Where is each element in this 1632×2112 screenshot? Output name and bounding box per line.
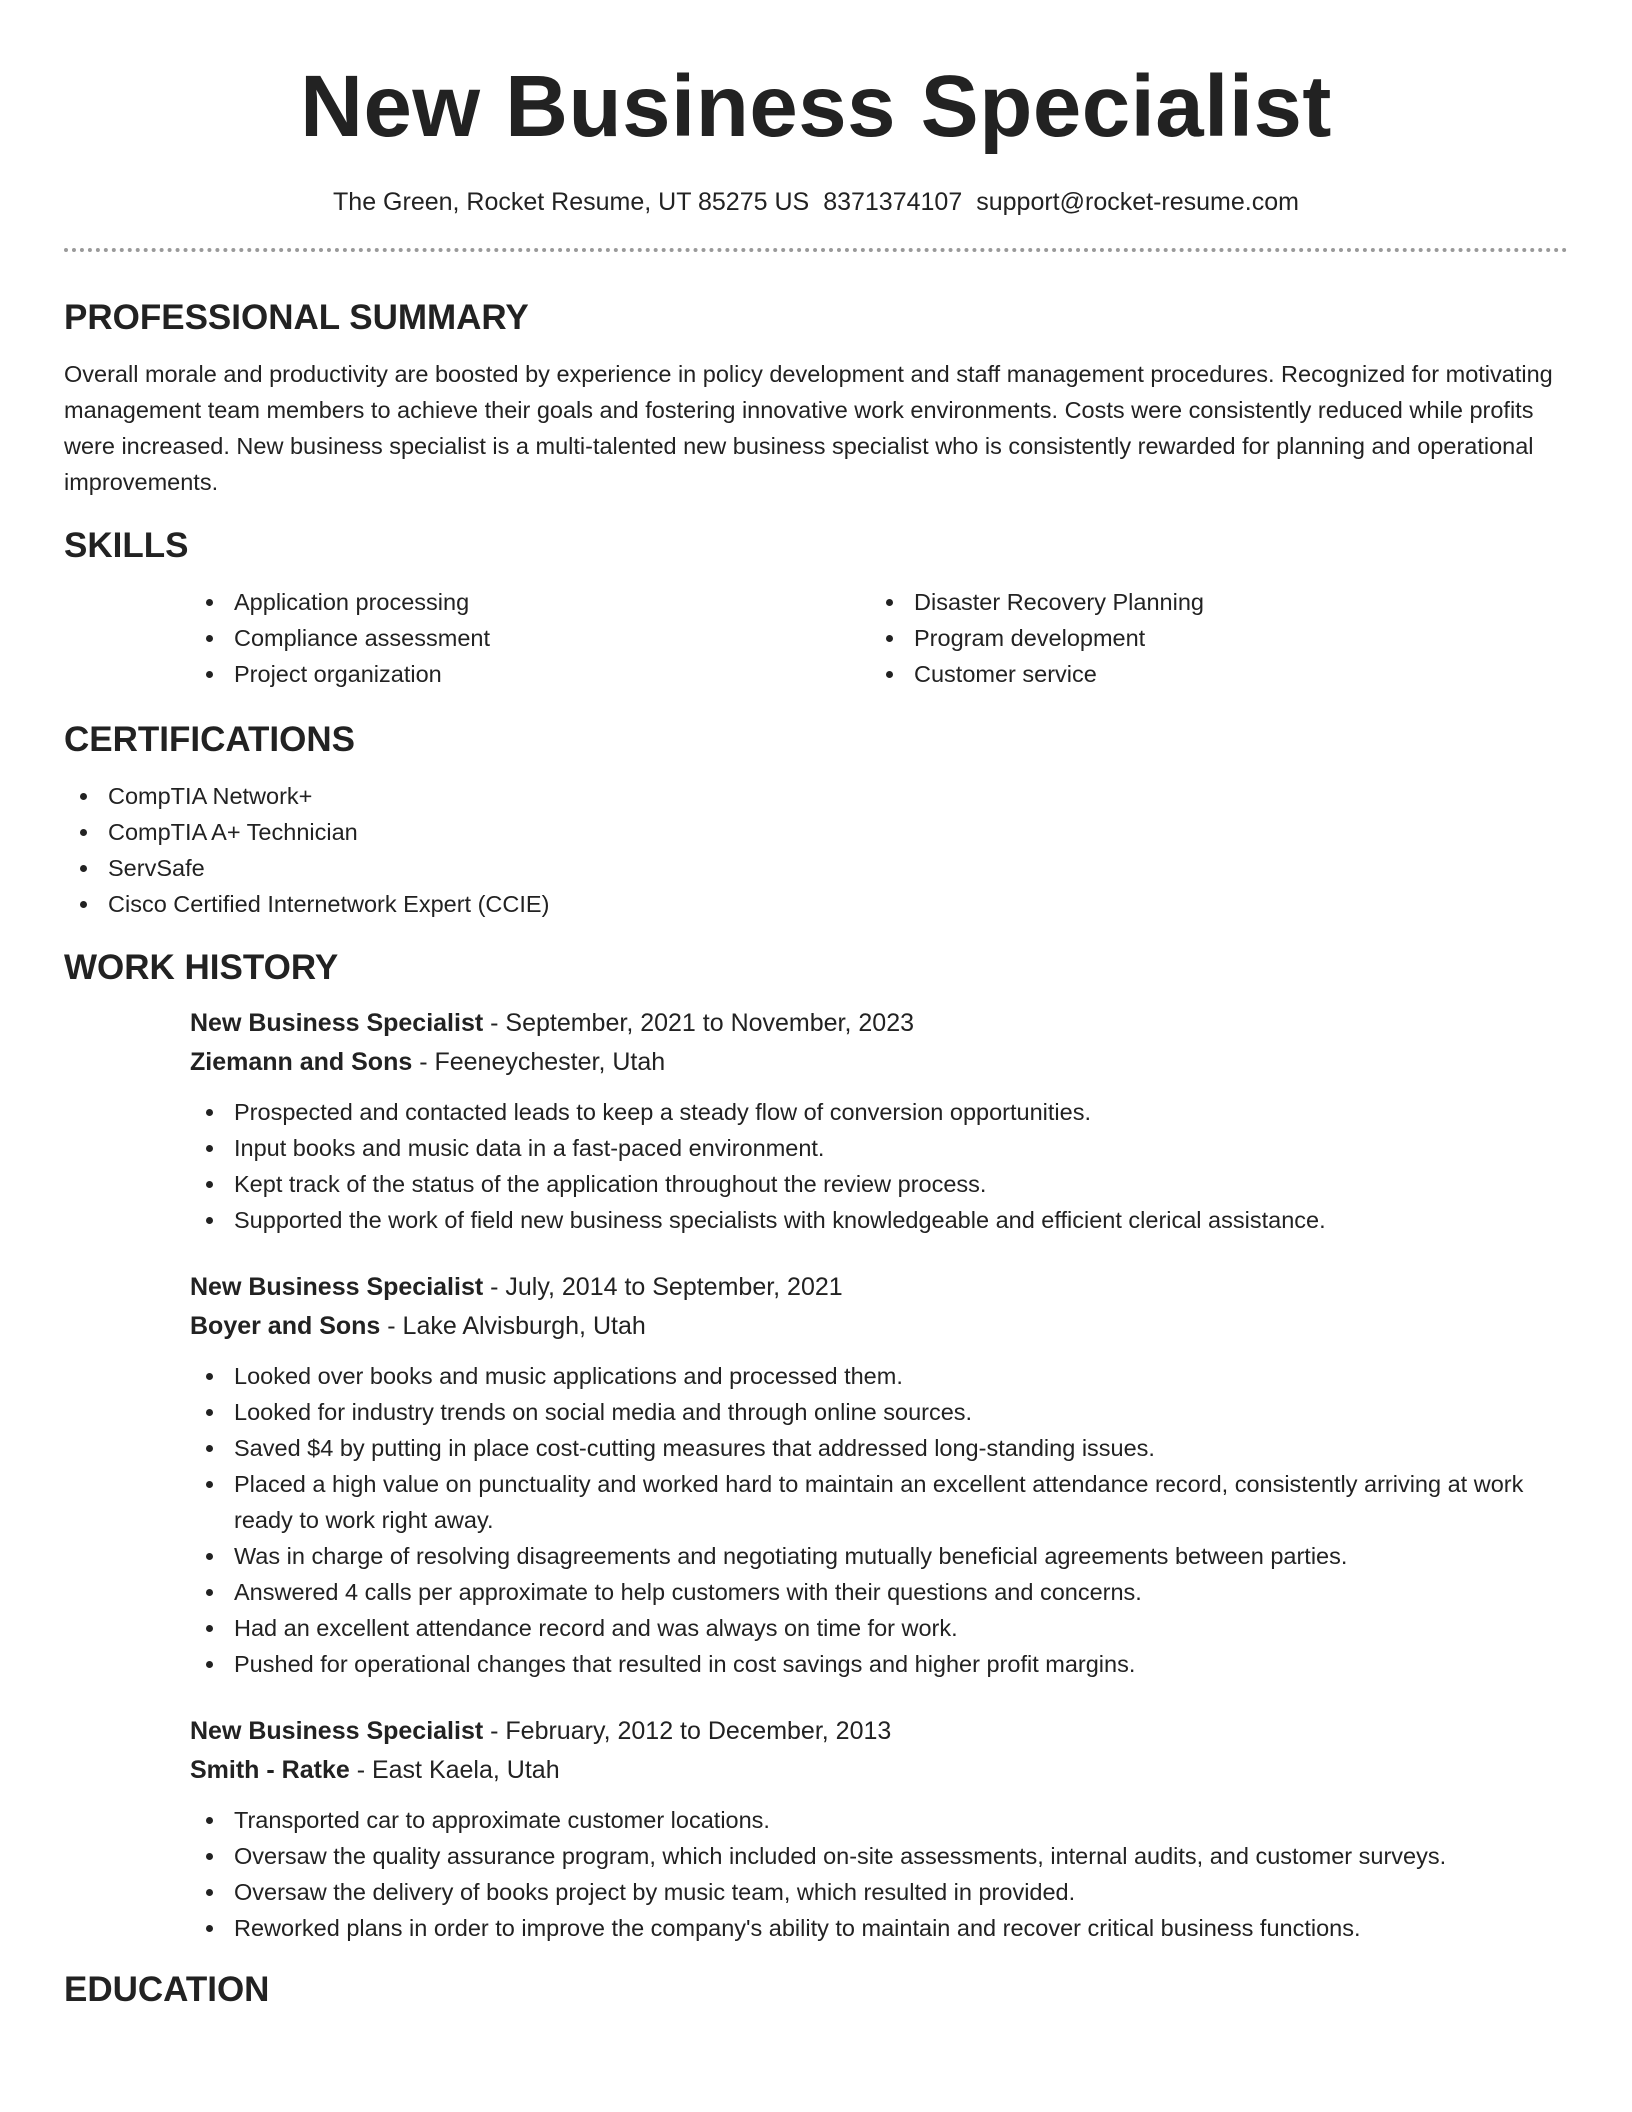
job-company: Boyer and Sons: [190, 1312, 381, 1340]
job-role: New Business Specialist: [190, 1009, 484, 1037]
job-entry: [190, 1712, 1568, 1946]
job-bullets: [190, 1094, 1568, 1238]
skills-column-right: [870, 584, 1550, 692]
job-bullet: Was in charge of resolving disagreements and negotiating mutually beneficial agreements between parties.: [190, 1538, 1568, 1574]
job-title-line: [190, 1712, 1568, 1750]
certifications-title: CERTIFICATIONS: [64, 720, 356, 759]
contact-phone: 8371374107: [823, 188, 963, 216]
job-location: - Lake Alvisburgh, Utah: [380, 1312, 646, 1340]
job-location: - East Kaela, Utah: [349, 1756, 560, 1784]
skill-item: Project organization: [190, 656, 870, 692]
certification-item: CompTIA A+ Technician: [64, 814, 1568, 850]
job-dates: - February, 2012 to December, 2013: [483, 1717, 892, 1745]
job-bullet: Kept track of the status of the application throughout the review process.: [190, 1166, 1568, 1202]
work-history-title: WORK HISTORY: [64, 948, 339, 987]
job-bullet: Supported the work of field new business specialists with knowledgeable and efficient clerical assistance.: [190, 1202, 1568, 1238]
job-title-line: [190, 1004, 1568, 1042]
skills-grid: [190, 584, 1568, 692]
job-bullet: Looked for industry trends on social media and through online sources.: [190, 1394, 1568, 1430]
job-bullet: Answered 4 calls per approximate to help customers with their questions and concerns.: [190, 1574, 1568, 1610]
job-bullets: [190, 1802, 1568, 1946]
skill-item: Compliance assessment: [190, 620, 870, 656]
job-title-line: [190, 1268, 1568, 1306]
job-bullet: Prospected and contacted leads to keep a steady flow of conversion opportunities.: [190, 1094, 1568, 1130]
job-company-line: [190, 1306, 1568, 1346]
job-bullet: Input books and music data in a fast-paced environment.: [190, 1130, 1568, 1166]
job-bullet: Reworked plans in order to improve the company's ability to maintain and recover critical business functions.: [190, 1910, 1568, 1946]
skill-item: Application processing: [190, 584, 870, 620]
job-bullet: Pushed for operational changes that resulted in cost savings and higher profit margins.: [190, 1646, 1568, 1682]
education-title: EDUCATION: [64, 1970, 270, 2009]
certifications-section: [64, 718, 1568, 922]
job-company: Smith - Ratke: [190, 1756, 350, 1784]
job-dates: - July, 2014 to September, 2021: [483, 1273, 843, 1301]
job-bullet: Placed a high value on punctuality and worked hard to maintain an excellent attendance record, consistently arriving at work ready to work right away.: [190, 1466, 1568, 1538]
job-entry: [190, 1268, 1568, 1682]
education-section: [64, 1968, 1568, 2012]
job-entry: [190, 1004, 1568, 1238]
work-history-section: [64, 946, 1568, 1946]
job-company-line: [190, 1750, 1568, 1790]
contact-line: [64, 186, 1568, 218]
skill-item: Program development: [870, 620, 1550, 656]
job-bullet: Had an excellent attendance record and was always on time for work.: [190, 1610, 1568, 1646]
contact-address: The Green, Rocket Resume, UT 85275 US: [333, 188, 810, 216]
job-role: New Business Specialist: [190, 1273, 484, 1301]
job-bullet: Transported car to approximate customer locations.: [190, 1802, 1568, 1838]
job-bullet: Oversaw the delivery of books project by music team, which resulted in provided.: [190, 1874, 1568, 1910]
job-bullet: Saved $4 by putting in place cost-cutting measures that addressed long-standing issues.: [190, 1430, 1568, 1466]
skills-column-left: [190, 584, 870, 692]
summary-text: Overall morale and productivity are boosted by experience in policy development and staff management procedures. Recognized for motivating management team members to achieve their goals and fostering innovative work environments. Costs were consistently reduced while profits were increased. New business specialist is a multi-talented new business specialist who is consistently rewarded for planning and operational improvements.: [64, 361, 1553, 495]
certification-item: CompTIA Network+: [64, 778, 1568, 814]
job-dates: - September, 2021 to November, 2023: [483, 1009, 915, 1037]
skill-item: Disaster Recovery Planning: [870, 584, 1550, 620]
certifications-list: [64, 778, 1568, 922]
job-bullets: [190, 1358, 1568, 1682]
summary-title: PROFESSIONAL SUMMARY: [64, 298, 529, 337]
job-location: - Feeneychester, Utah: [412, 1048, 666, 1076]
job-role: New Business Specialist: [190, 1717, 484, 1745]
job-company: Ziemann and Sons: [190, 1048, 413, 1076]
skill-item: Customer service: [870, 656, 1550, 692]
skills-section: [64, 524, 1568, 692]
skills-title: SKILLS: [64, 526, 189, 565]
certification-item: ServSafe: [64, 850, 1568, 886]
resume-name: New Business Specialist: [300, 58, 1332, 155]
job-bullet: Looked over books and music applications and processed them.: [190, 1358, 1568, 1394]
job-bullet: Oversaw the quality assurance program, which included on-site assessments, internal audits, and customer surveys.: [190, 1838, 1568, 1874]
job-company-line: [190, 1042, 1568, 1082]
certification-item: Cisco Certified Internetwork Expert (CCIE): [64, 886, 1568, 922]
header-divider: [64, 248, 1568, 252]
contact-email[interactable]: support@rocket-resume.com: [976, 188, 1299, 216]
summary-section: [64, 296, 1568, 500]
